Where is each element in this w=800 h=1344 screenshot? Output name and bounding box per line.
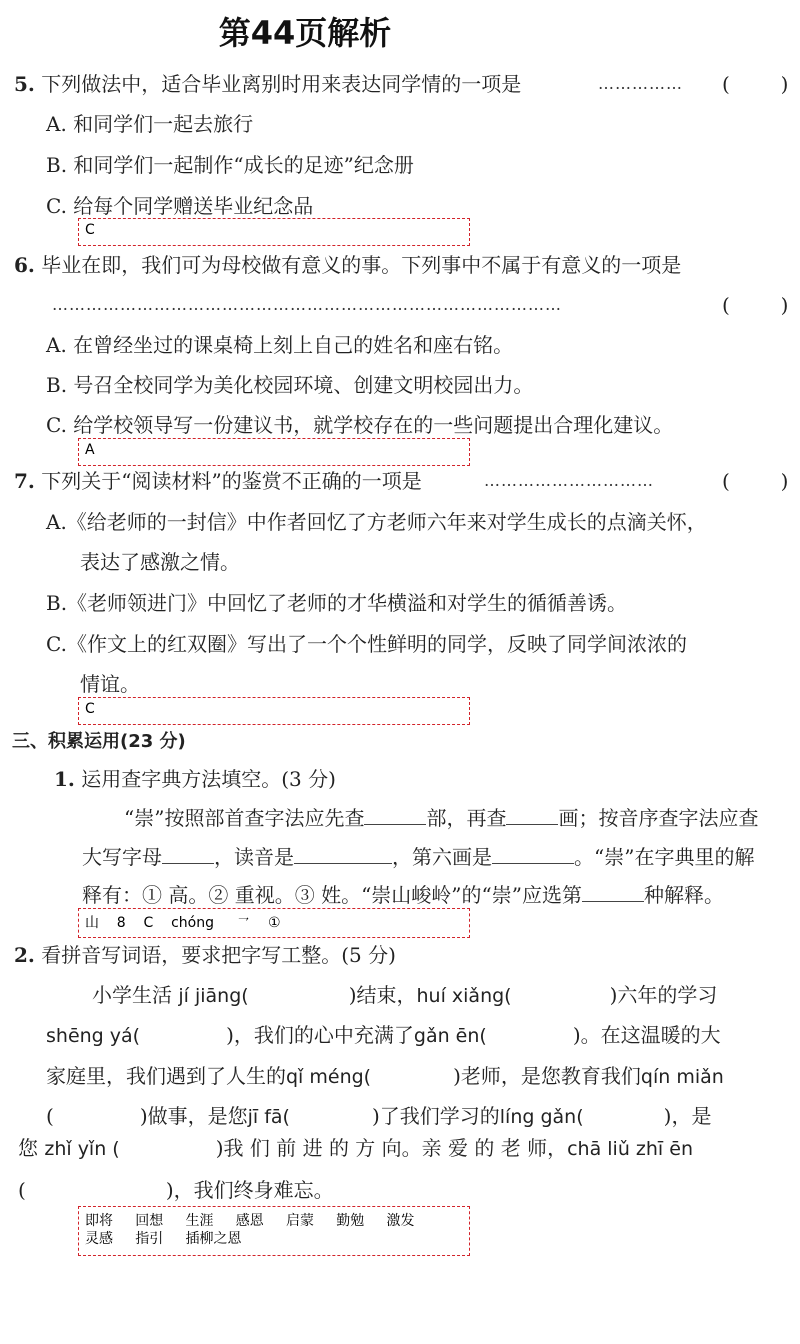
s2-answer-line-1: 即将 回想 生涯 感恩 启蒙 勤勉 激发	[85, 1213, 415, 1229]
s1-text: “崇”按照部首查字法应先查	[124, 806, 365, 830]
q7-option-a-line2: 表达了感激之情。	[80, 550, 240, 574]
pinyin-shengya: shēng yá(	[46, 1025, 141, 1047]
pinyin-qimeng: qǐ méng(	[286, 1066, 372, 1088]
q7-answer-box	[78, 697, 470, 725]
q7-dots: …………………………	[484, 471, 654, 490]
s1-line-3	[82, 881, 724, 909]
q5-number: 5.	[14, 72, 35, 96]
q7-option-b: B.《老师领进门》中回忆了老师的才华横溢和对学生的循循善诱。	[46, 591, 628, 615]
s2-line-4	[46, 1102, 711, 1131]
s2-line-2	[46, 1021, 721, 1050]
pinyin-jifa: jī fā(	[247, 1106, 290, 1128]
pinyin-huixiang: huí xiǎng(	[416, 985, 512, 1007]
blank-meaning	[582, 881, 644, 902]
s1-text: 。“崇”在字典里的解	[574, 845, 755, 869]
blank-pronunciation	[294, 843, 392, 864]
s1-text: 种解释。	[643, 883, 724, 907]
s2-stem-text: 看拼音写词语，要求把字写工整。(5 分)	[41, 943, 396, 967]
q5-stem-text: 下列做法中，适合毕业离别时用来表达同学情的一项是	[41, 72, 522, 96]
section-heading: 三、积累运用(23 分)	[12, 731, 186, 752]
s2-text: 小学生活	[92, 983, 172, 1007]
q5-dots: ……………	[598, 74, 683, 93]
s1-line-2	[82, 843, 754, 871]
s1-line-1	[124, 804, 758, 832]
s1-stem-text: 运用查字典方法填空。(3 分)	[81, 767, 336, 791]
q6-option-a: A. 在曾经坐过的课桌椅上刻上自己的姓名和座右铭。	[46, 333, 514, 357]
q6-dots: ………………………………………………………………………………	[52, 295, 562, 314]
q5-answer: C	[85, 222, 95, 238]
s1-stem	[54, 765, 336, 793]
q7-stem	[14, 467, 422, 495]
s2-line-1	[92, 981, 717, 1010]
q5-option-a: A. 和同学们一起去旅行	[46, 112, 254, 136]
blank-sixth-stroke	[492, 843, 574, 864]
blank-strokes	[506, 804, 558, 825]
s1-text: ，第六画是	[392, 845, 492, 869]
q5-option-c: C. 给每个同学赠送毕业纪念品	[46, 194, 314, 218]
blank-letter	[162, 843, 214, 864]
q6-number: 6.	[14, 253, 35, 277]
s1-text: 部，再查	[426, 806, 507, 830]
s2-text: )六年的学习	[609, 983, 718, 1007]
q6-option-c: C. 给学校领导写一份建议书，就学校存在的一些问题提出合理化建议。	[46, 413, 674, 437]
q7-option-c-line1: C.《作文上的红双圈》写出了一个个性鲜明的同学，反映了同学间浓浓的	[46, 632, 687, 656]
pinyin-qinmian: qín miǎn	[640, 1066, 724, 1088]
s1-answer-box	[78, 908, 470, 938]
s2-stem	[14, 941, 396, 969]
pinyin-linggan: líng gǎn(	[499, 1106, 584, 1128]
pinyin-zhiyin: zhǐ yǐn (	[44, 1138, 120, 1160]
s1-text: 释有：① 高。② 重视。③ 姓。“崇山峻岭”的“崇”应选第	[82, 883, 582, 907]
s2-text: )我 们 前 进 的 方 向。亲 爱 的 老 师，	[215, 1136, 568, 1160]
page-title: 第44页解析	[218, 14, 392, 52]
s2-line-3	[46, 1062, 724, 1091]
s2-text: )，我们终身难忘。	[165, 1178, 334, 1202]
q6-answer: A	[85, 442, 95, 458]
q7-answer: C	[85, 701, 95, 717]
s2-answer-box	[78, 1206, 470, 1256]
s1-number: 1.	[54, 767, 75, 791]
s2-text: (	[18, 1178, 26, 1202]
s2-text: 您	[18, 1136, 38, 1160]
s2-text: )。在这温暖的大	[572, 1023, 721, 1047]
blank-radical	[364, 804, 426, 825]
q5-answer-box	[78, 218, 470, 246]
s1-text: 大写字母	[82, 845, 162, 869]
s2-text: )，我们的心中充满了	[226, 1023, 414, 1047]
s2-text: 家庭里，我们遇到了人生的	[46, 1064, 286, 1088]
s2-line-6	[18, 1176, 334, 1204]
s1-answer: 山 8 C chóng ㇖ ①	[85, 915, 281, 931]
s2-text: )结束，	[348, 983, 417, 1007]
q7-paren: ( )	[722, 469, 789, 493]
s2-text: )，是	[663, 1104, 712, 1128]
q6-paren: ( )	[722, 293, 789, 317]
s2-text: )老师，是您教育我们	[453, 1064, 641, 1088]
q5-option-b: B. 和同学们一起制作“成长的足迹”纪念册	[46, 153, 414, 177]
q7-option-c-line2: 情谊。	[80, 672, 140, 696]
q7-stem-text: 下列关于“阅读材料”的鉴赏不正确的一项是	[41, 469, 422, 493]
q5-paren: ( )	[722, 72, 789, 96]
s2-text: )做事，是您	[139, 1104, 248, 1128]
q6-stem	[14, 251, 681, 279]
s1-text: ，读音是	[214, 845, 294, 869]
pinyin-ganen: gǎn ēn(	[413, 1025, 487, 1047]
q5-stem	[14, 70, 521, 98]
s2-text: (	[46, 1104, 54, 1128]
q6-option-b: B. 号召全校同学为美化校园环境、创建文明校园出力。	[46, 373, 534, 397]
s2-answer-line-2: 灵感 指引 插柳之恩	[85, 1231, 242, 1247]
q7-option-a-line1: A.《给老师的一封信》中作者回忆了方老师六年来对学生成长的点滴关怀，	[46, 510, 707, 534]
q6-answer-box	[78, 438, 470, 466]
pinyin-chaliuzhien: chā liǔ zhī ēn	[567, 1138, 693, 1160]
s2-text: )了我们学习的	[371, 1104, 500, 1128]
s2-number: 2.	[14, 943, 35, 967]
q7-number: 7.	[14, 469, 35, 493]
s1-text: 画；按音序查字法应查	[558, 806, 759, 830]
q6-stem-text: 毕业在即，我们可为母校做有意义的事。下列事中不属于有意义的一项是	[41, 253, 682, 277]
pinyin-jijiang: jí jiāng(	[178, 985, 249, 1007]
s2-line-5	[18, 1134, 693, 1163]
